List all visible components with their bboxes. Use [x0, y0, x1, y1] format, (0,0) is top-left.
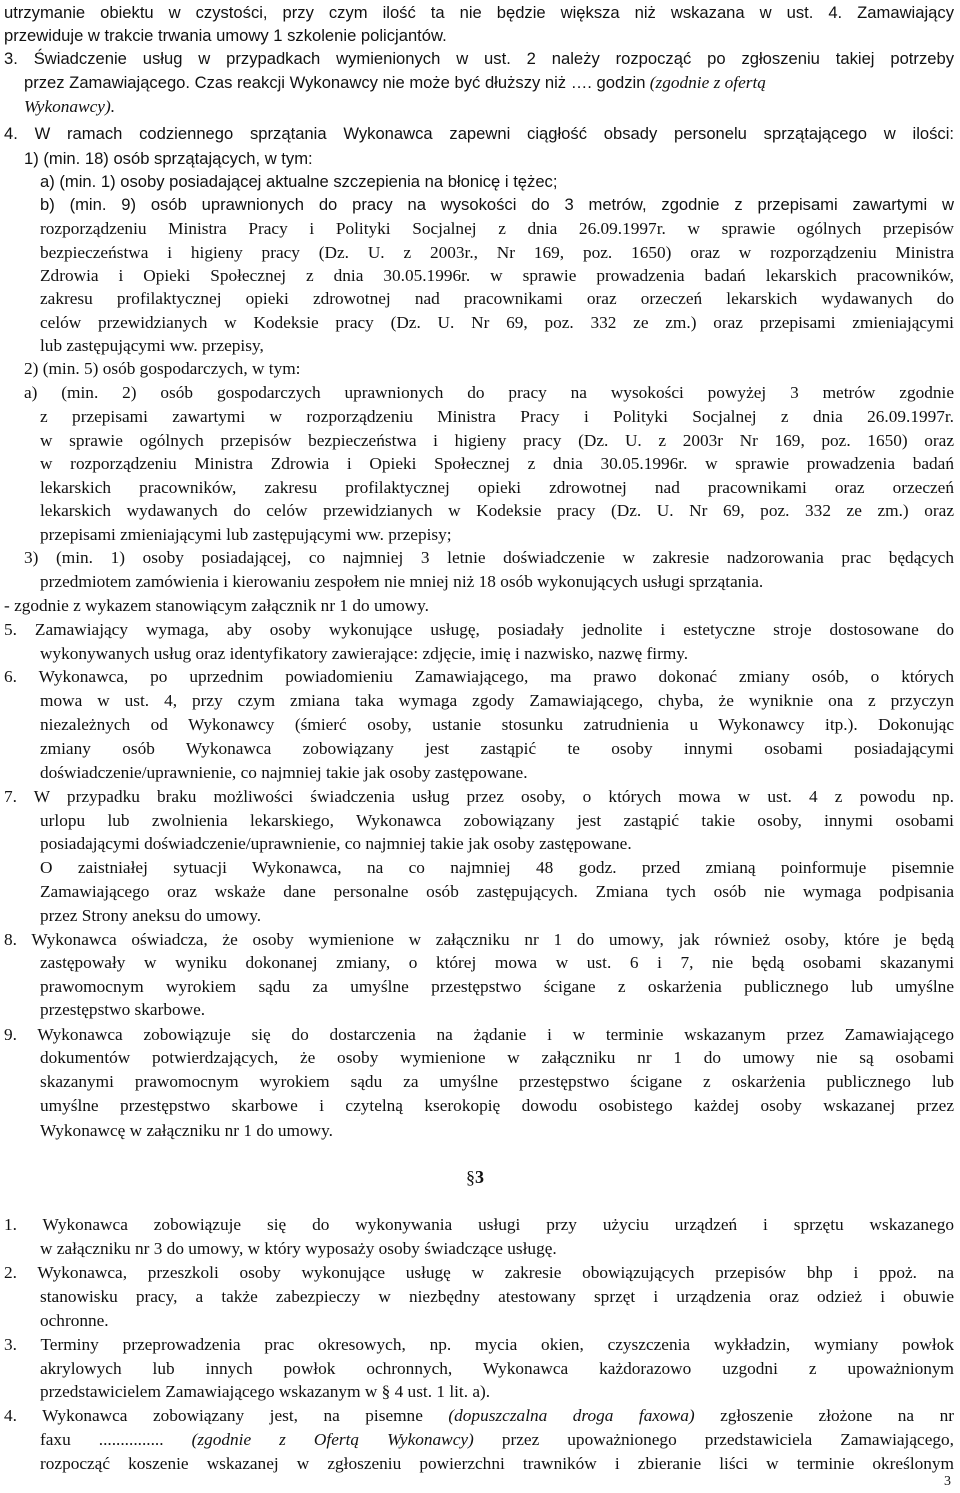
text-line: O zaistniałej sytuacji Wykonawca, na co najmniej 48 godz. przed zmianą poinformuje pisemnie	[40, 858, 954, 877]
text-line: wykonywanych usług oraz identyfikatory zawierające: zdjęcie, imię i nazwisko, nazwę firmy.	[40, 644, 689, 663]
italic-span: (dopuszczalna droga faxowa)	[448, 1406, 695, 1425]
text-line	[4, 1405, 954, 1427]
text-line	[24, 96, 115, 118]
text-line: przestępstwo skarbowe.	[40, 1000, 206, 1019]
text-line: Zamawiającego oraz wskaże dane personalne osób zastępujących. Zmiana tych osób nie wymaga podpisania	[40, 882, 954, 901]
text-line: 3) (min. 1) osoby posiadającej, co najmniej 3 letnie doświadczenie w zakresie nadzorowania prac będących	[24, 548, 954, 567]
section-number: 3	[475, 1167, 484, 1187]
text-line: mowa w ust. 4, przy czym zmiana taka wymaga zgody Zamawiającego, chyba, że wyniknie ona z przyczyn	[40, 691, 954, 710]
text-line: bezpieczeństwa i higieny pracy (Dz. U. z 2003r., Nr 169, poz. 1650) oraz w rozporządzeniu Ministra	[40, 243, 954, 262]
section-heading	[466, 1167, 484, 1188]
text-line: posiadającymi doświadczenie/uprawnienie, co najmniej takie jak osoby zastępowane.	[40, 834, 632, 853]
text-line: w sprawie ogólnych przepisów bezpieczeństwa i higieny pracy (Dz. U. z 2003r Nr 169, poz. 1650) oraz	[40, 431, 954, 450]
text-line: niezależnych od Wykonawcy (śmierć osoby, ustanie stosunku zatrudnienia u Wykonawcy itp.). Dokonując	[40, 715, 954, 734]
text-line: 1) (min. 18) osób sprzątających, w tym:	[24, 149, 313, 168]
text-line: 5. Zamawiający wymaga, aby osoby wykonujące usługę, posiadały jednolite i estetyczne stroje dostosowane do	[4, 620, 954, 639]
text-line: akrylowych lub innych powłok ochronnych, Wykonawca każdorazowo uzgodni z upoważnionym	[40, 1359, 954, 1378]
text-span: zgłoszenie złożone na nr	[720, 1406, 954, 1425]
text-line: Zdrowia i Opieki Społecznej z dnia 30.05.1996r. w sprawie prowadzenia badań lekarskich pracowników,	[40, 266, 954, 285]
text-line: przez Strony aneksu do umowy.	[40, 906, 262, 925]
text-line: 7. W przypadku braku możliwości świadczenia usług przez osoby, o których mowa w ust. 4 z powodu np.	[4, 787, 954, 806]
text-span: przez upoważnionego przedstawiciela Zamawiającego,	[501, 1430, 954, 1449]
section-sign: §	[466, 1167, 475, 1187]
text-line: w rozporządzeniu Ministra Zdrowia i Opieki Społecznej z dnia 30.05.1996r. w sprawie prowadzenia badań	[40, 454, 954, 473]
text-line: rozpocząć koszenie wskazanej w zgłoszeniu powierzchni trawników i zbieranie liści w terminie określonym	[40, 1454, 954, 1473]
italic-span: Wykonawcy).	[24, 97, 116, 116]
text-line: 1. Wykonawca zobowiązuje się do wykonywania usługi przy użyciu urządzeń i sprzętu wskazanego	[4, 1215, 954, 1234]
text-line: zastępowały w wyniku dokonanej zmiany, o której mowa w ust. 6 i 7, nie będą osobami skazanymi	[40, 953, 954, 972]
page-number: 3	[944, 1474, 951, 1489]
text-line: stanowisku pracy, a także zabezpieczy w niezbędny atestowany sprzęt i urządzenia oraz odzież i obuwie	[40, 1287, 954, 1306]
text-line: utrzymanie obiektu w czystości, przy czym ilość ta nie będzie większa niż wskazana w ust. 4. Zamawiający	[4, 3, 954, 22]
text-line: prawomocnym wyrokiem sądu za umyślne przestępstwo ścigane z oskarżenia publicznego lub umyślne	[40, 977, 954, 996]
text-line: a) (min. 2) osób gospodarczych uprawnionych do pracy na wysokości powyżej 3 metrów zgodnie	[24, 383, 954, 402]
text-line: 4. W ramach codziennego sprzątania Wykonawca zapewni ciągłość obsady personelu sprzątającego w ilości:	[4, 124, 954, 143]
text-line: 6. Wykonawca, po uprzednim powiadomieniu Zamawiającego, ma prawo dokonać zmiany osób, o których	[4, 667, 954, 686]
text-line: 9. Wykonawca zobowiązuje się do dostarczenia na żądanie i w terminie wskazanym przez Zamawiającego	[4, 1025, 954, 1044]
text-line: doświadczenie/uprawnienie, co najmniej takie jak osoby zastępowane.	[40, 763, 528, 782]
text-span: przez Zamawiającego. Czas reakcji Wykonawcy nie może być dłuższy niż …. godzin	[24, 73, 646, 92]
text-span: 4. Wykonawca zobowiązany jest, na pisemne	[4, 1406, 423, 1425]
text-line: dokumentów potwierdzających, że osoby wymienione w załączniku nr 1 do umowy nie są osobami	[40, 1048, 954, 1067]
text-line: - zgodnie z wykazem stanowiącym załącznik nr 1 do umowy.	[4, 596, 430, 615]
text-line: ochronne.	[40, 1311, 109, 1330]
text-line: przedstawicielem Zamawiającego wskazanym w § 4 ust. 1 lit. a).	[40, 1382, 491, 1401]
text-line: urlopu lub zwolnienia lekarskiego, Wykonawca zobowiązany jest zastąpić takie osoby, innymi osobami	[40, 811, 954, 830]
text-line: rozporządzeniu Ministra Pracy i Polityki Socjalnej z dnia 26.09.1997r. w sprawie ogólnych przepisów	[40, 219, 954, 238]
text-line: lub zastępującymi ww. przepisy,	[40, 336, 264, 355]
text-line: 2) (min. 5) osób gospodarczych, w tym:	[24, 359, 301, 378]
text-line: lekarskich pracowników, zakresu profilaktycznej opieki zdrowotnej nad pracownikami oraz orzeczeń	[40, 478, 954, 497]
text-line: 8. Wykonawca oświadcza, że osoby wymienione w załączniku nr 1 do umowy, jak również osoby, które je będą	[4, 930, 954, 949]
text-line: celów przewidzianych w Kodeksie pracy (Dz. U. Nr 69, poz. 332 ze zm.) oraz przepisami zmieniającymi	[40, 313, 954, 332]
text-line: a) (min. 1) osoby posiadającej aktualne szczepienia na błonicę i tężec;	[40, 172, 558, 191]
text-line: 3. Świadczenie usług w przypadkach wymienionych w ust. 2 należy rozpocząć po zgłoszeniu takiej potrzeby	[4, 49, 954, 68]
text-line: b) (min. 9) osób uprawnionych do pracy na wysokości do 3 metrów, zgodnie z przepisami zawartymi w	[40, 195, 954, 214]
text-line	[40, 1429, 954, 1451]
italic-span: (zgodnie z ofertą	[649, 73, 766, 92]
text-line: Wykonawcę w załączniku nr 1 do umowy.	[40, 1121, 333, 1140]
text-span: faxu ...............	[40, 1430, 164, 1449]
text-line: w załączniku nr 3 do umowy, w który wyposaży osoby świadczące usługę.	[40, 1239, 557, 1258]
text-line: przedmiotem zamówienia i kierowaniu zespołem nie mniej niż 18 osób wykonujących usługi sprzątania.	[40, 572, 764, 591]
text-line	[24, 72, 766, 94]
text-line: zmiany osób Wykonawca zobowiązany jest zastąpić te osoby innymi osobami posiadającymi	[40, 739, 954, 758]
text-line: 3. Terminy przeprowadzenia prac okresowych, np. mycia okien, czyszczenia wykładzin, wymiany powłok	[4, 1335, 954, 1354]
text-line: zakresu profilaktycznej opieki zdrowotnej nad pracownikami oraz orzeczeń lekarskich wydawanych do	[40, 289, 954, 308]
text-line: z przepisami zawartymi w rozporządzeniu Ministra Pracy i Polityki Socjalnej z dnia 26.09.1997r.	[40, 407, 954, 426]
text-line: lekarskich wydawanych do celów przewidzianych w Kodeksie pracy (Dz. U. Nr 69, poz. 332 ze zm.) oraz	[40, 501, 954, 520]
text-line: 2. Wykonawca, przeszkoli osoby wykonujące usługę w zakresie obowiązujących przepisów bhp i ppoż. na	[4, 1263, 954, 1282]
italic-span: (zgodnie z Ofertą Wykonawcy)	[191, 1430, 474, 1449]
text-line: przewiduje w trakcie trwania umowy 1 szkolenie policjantów.	[4, 26, 447, 45]
text-line: umyślne przestępstwo skarbowe i czytelną kserokopię dowodu osobistego każdej osoby wskazanej przez	[40, 1096, 954, 1115]
text-line: przepisami zmieniającymi lub zastępującymi ww. przepisy;	[40, 525, 452, 544]
text-line: skazanymi prawomocnym wyrokiem sądu za umyślne przestępstwo ścigane z oskarżenia publicznego lub	[40, 1072, 954, 1091]
